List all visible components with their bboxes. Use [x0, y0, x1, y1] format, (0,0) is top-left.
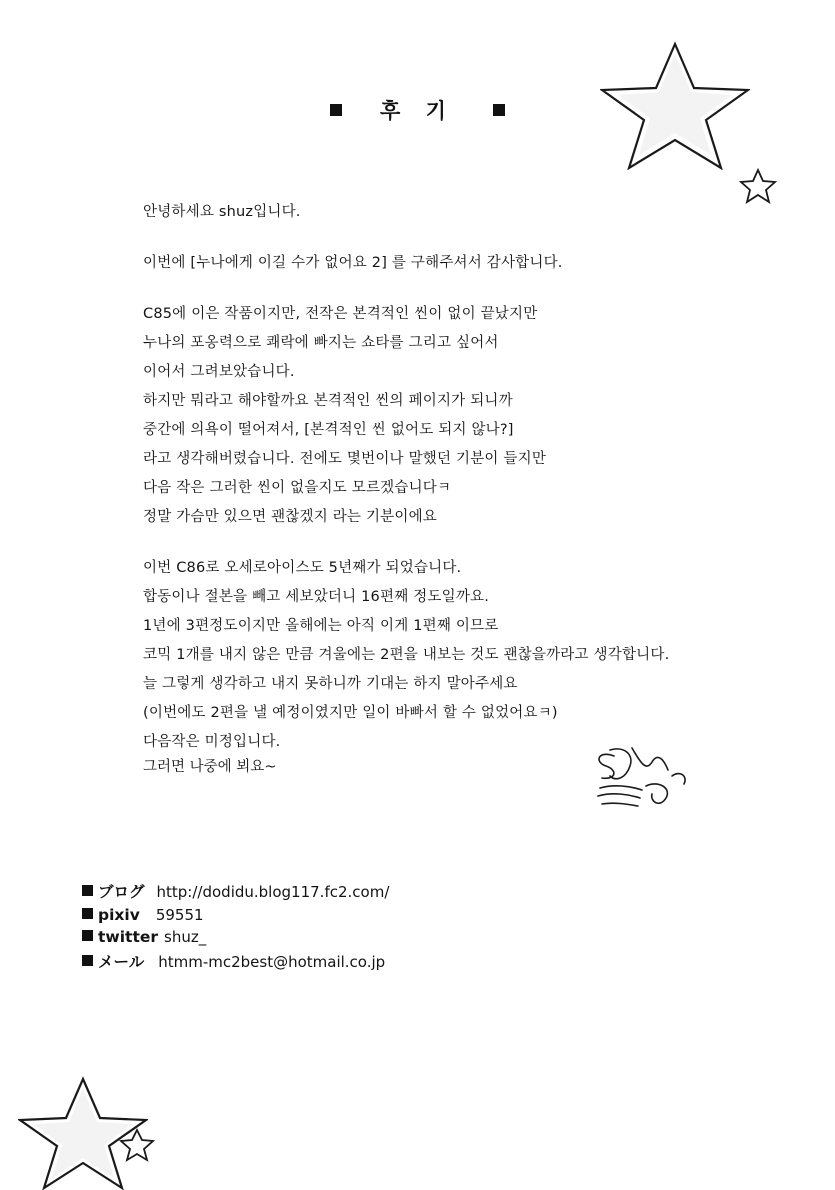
- paragraph-circle-history: [143, 554, 763, 757]
- paragraph-work-notes: [143, 300, 763, 532]
- afterword-header: [0, 95, 835, 125]
- contact-value-twitter[interactable]: shuz_: [164, 928, 207, 946]
- contact-label: pixiv: [98, 906, 140, 924]
- text-line: 합동이나 절본을 빼고 세보았더니 16편째 정도일까요.: [143, 589, 490, 605]
- contact-link-blog[interactable]: http://dodidu.blog117.fc2.com/: [156, 883, 390, 901]
- text-line: 중간에 의욕이 떨어져서, [본격적인 씬 없어도 되지 않나?]: [143, 422, 514, 438]
- text-line: 늘 그렇게 생각하고 내지 못하니까 기대는 하지 말아주세요: [143, 676, 518, 692]
- text-line: 라고 생각해버렸습니다. 전에도 몇번이나 말했던 기분이 들지만: [143, 451, 547, 467]
- contact-label: ブログ: [98, 883, 145, 901]
- text-line: 1년에 3편정도이지만 올해에는 아직 이게 1편째 이므로: [143, 618, 499, 634]
- square-bullet-icon: [82, 885, 93, 896]
- square-bullet-icon: [82, 955, 93, 966]
- text-line: 하지만 뭐라고 해야할까요 본격적인 씬의 페이지가 되니까: [143, 393, 513, 409]
- star-bottom-left-large-icon: [18, 1075, 148, 1190]
- contact-row-mail: [82, 950, 389, 972]
- text-line: 정말 가슴만 있으면 괜찮겠지 라는 기분이에요: [143, 509, 437, 525]
- text-line: (이번에도 2편을 낼 예정이였지만 일이 바빠서 할 수 없었어요ㅋ): [143, 705, 558, 721]
- page-title: 후 기: [380, 99, 455, 123]
- afterword-body: [143, 198, 763, 757]
- paragraph-thanks: [143, 249, 763, 278]
- contact-row-twitter: [82, 928, 389, 946]
- closing-line: 그러면 나중에 뵈요~: [143, 759, 277, 775]
- contact-label: twitter: [98, 928, 159, 946]
- star-bottom-left-small-icon: [118, 1128, 156, 1162]
- square-bullet-icon: [82, 908, 93, 919]
- text-line: 안녕하세요 shuz입니다.: [143, 204, 301, 220]
- square-marker-left-icon: [330, 104, 342, 116]
- contact-label: メール: [98, 953, 145, 971]
- paragraph-greeting: [143, 198, 763, 227]
- text-line: 다음 작은 그러한 씬이 없을지도 모르겠습니다ㅋ: [143, 480, 452, 496]
- text-line: 이어서 그려보았습니다.: [143, 364, 295, 380]
- text-line: 누나의 포옹력으로 쾌락에 빠지는 쇼타를 그리고 싶어서: [143, 335, 499, 351]
- text-line: 이번에 [누나에게 이길 수가 없어요 2] 를 구해주셔서 감사합니다.: [143, 255, 563, 271]
- contact-list: [82, 880, 389, 976]
- signature-mark: [580, 740, 700, 820]
- square-bullet-icon: [82, 930, 93, 941]
- text-line: 이번 C86로 오세로아이스도 5년째가 되었습니다.: [143, 560, 462, 576]
- contact-row-pixiv: [82, 906, 389, 924]
- square-marker-right-icon: [493, 104, 505, 116]
- text-line: C85에 이은 작품이지만, 전작은 본격적인 씬이 없이 끝났지만: [143, 306, 538, 322]
- contact-value-mail[interactable]: htmm-mc2best@hotmail.co.jp: [158, 953, 386, 971]
- contact-row-blog: [82, 880, 389, 902]
- contact-value-pixiv[interactable]: 59551: [155, 906, 204, 924]
- text-line: 다음작은 미정입니다.: [143, 734, 281, 750]
- text-line: 코믹 1개를 내지 않은 만큼 겨울에는 2편을 내보는 것도 괜찮을까라고 생각합니다.: [143, 647, 670, 663]
